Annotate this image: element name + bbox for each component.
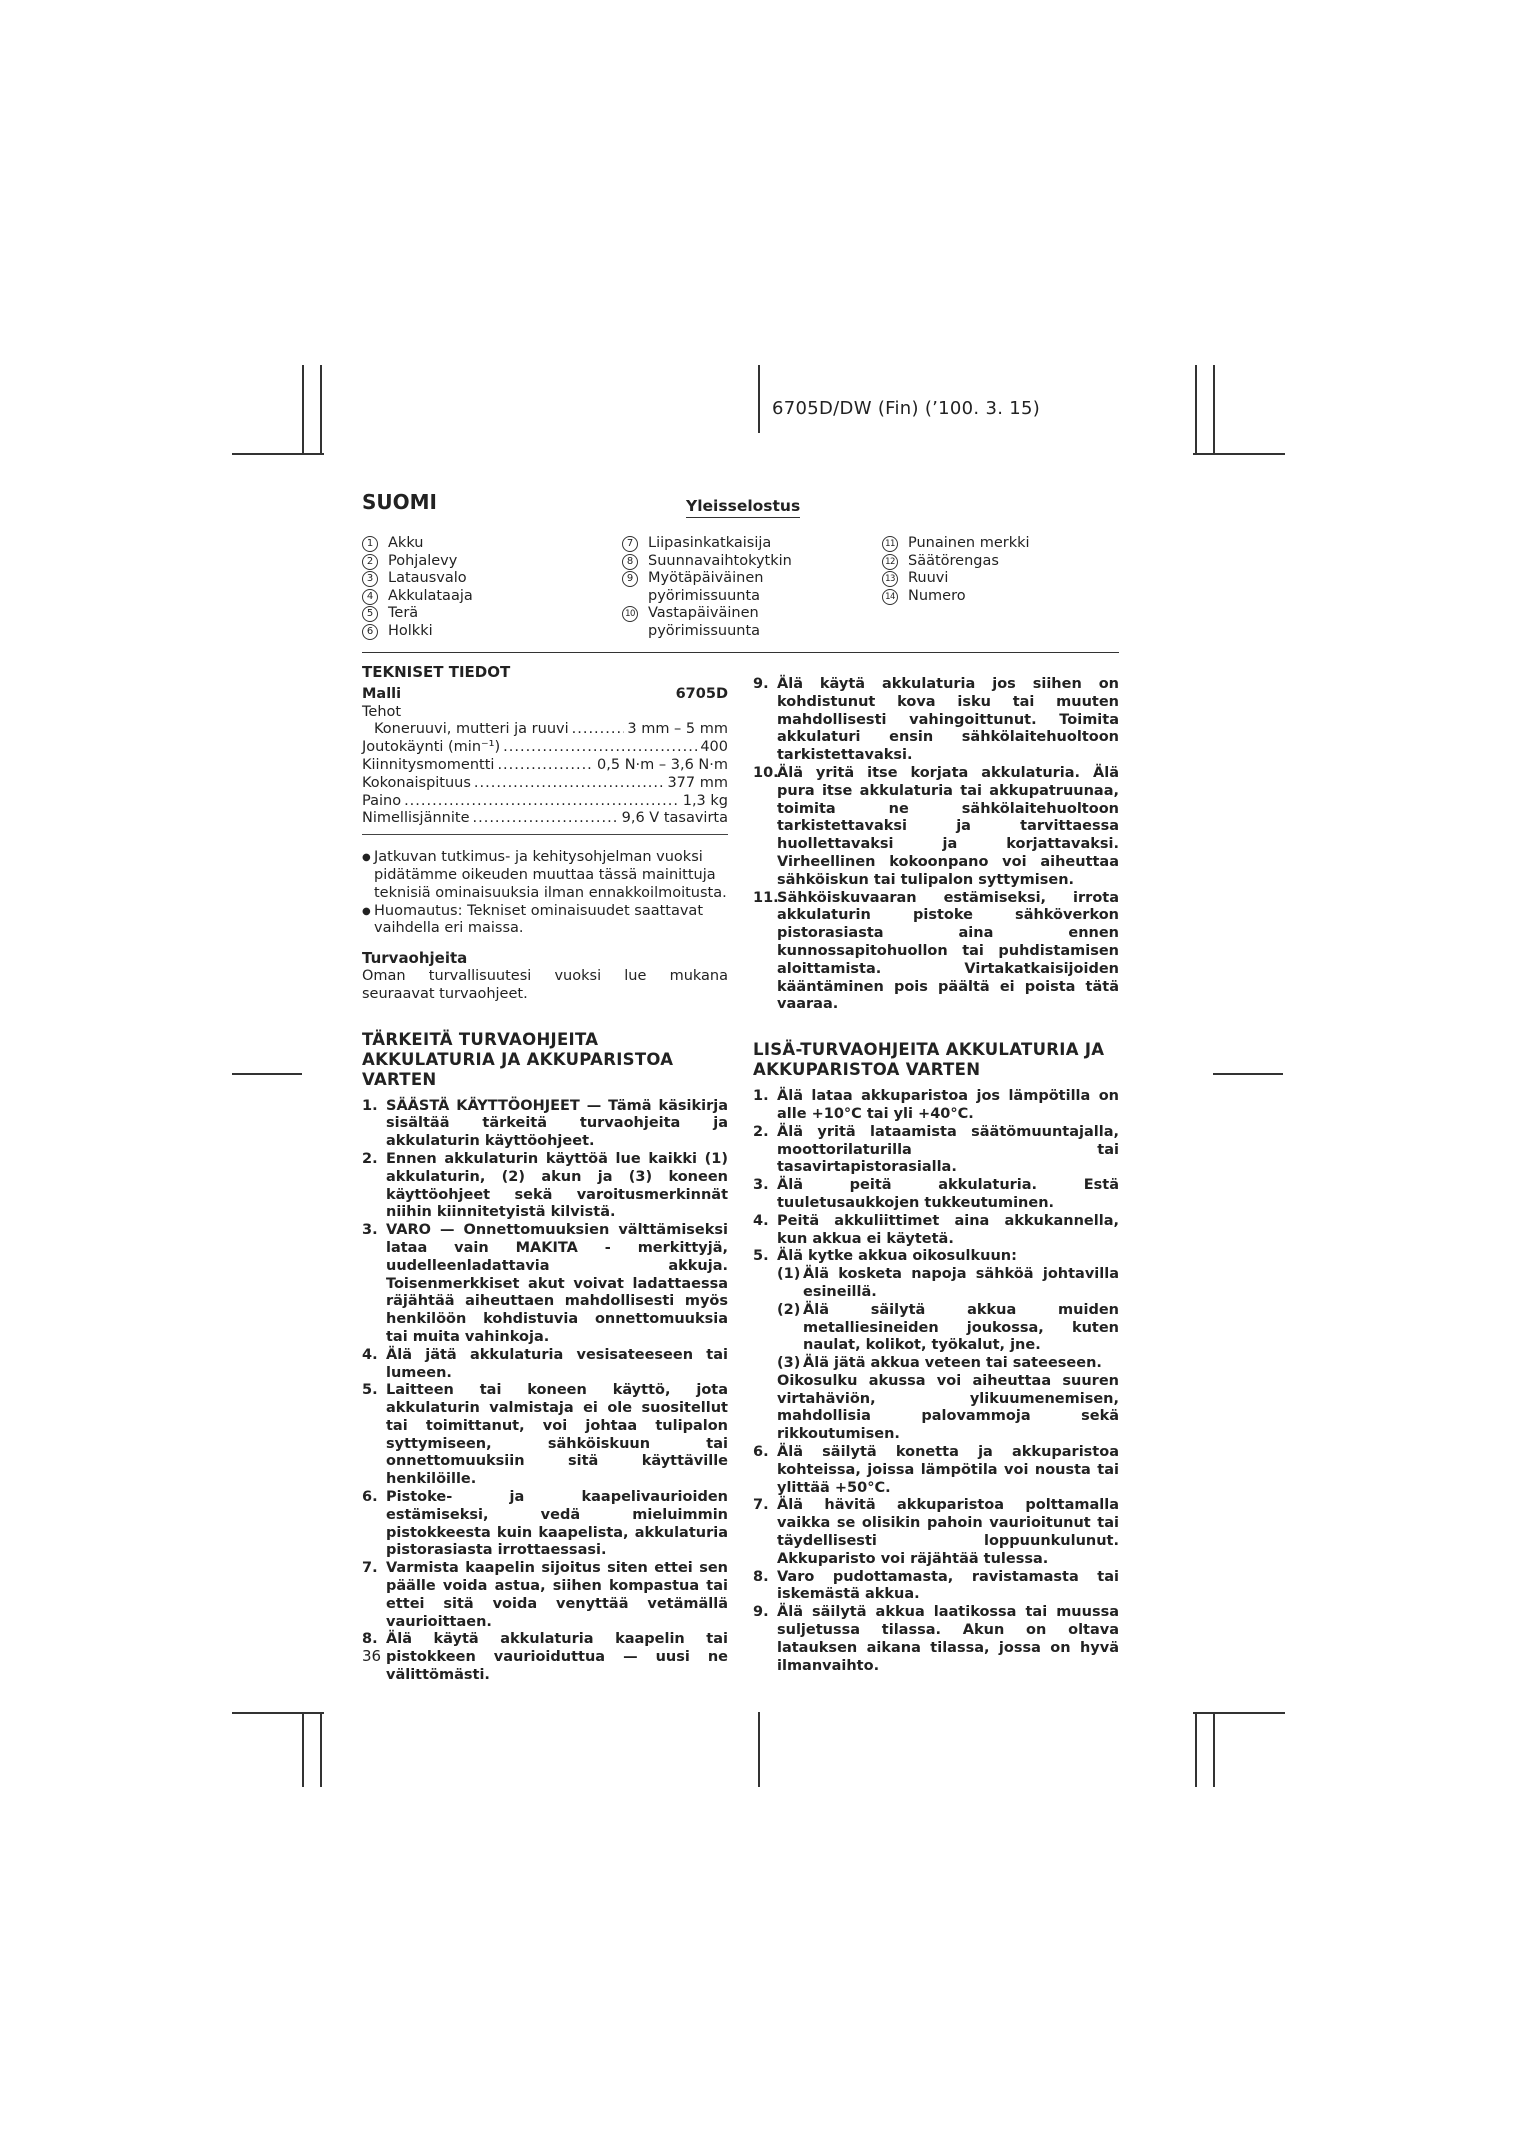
list-item: 6. Pistoke- ja kaapelivaurioiden estämiseksi, vedä mieluimmin pistokkeesta kuin kaapelista, akkulaturia pistorasiasta irrottaessasi. (362, 1489, 728, 1559)
part-item: 5 Terä (362, 605, 612, 623)
list-item: 9. Älä säilytä akkua laatikossa tai muussa suljetussa tilassa. Akun on oltava latauksen aikana tilassa, jossa on hyvä ilmanvaihto. (753, 1604, 1119, 1674)
spec-weight-row: Paino ..... 1,3 kg (362, 793, 728, 811)
spec-torque-row: Kiinnitysmomentti ..... 0,5 N·m – 3,6 N·m (362, 757, 728, 775)
list-item: 4. Peitä akkuliittimet aina akkukannella, kun akkua ei käytetä. (753, 1212, 1119, 1247)
part-item: 11 Punainen merkki (882, 535, 1132, 553)
part-item: 2 Pohjalevy (362, 553, 612, 571)
spec-capacity-row: Koneruuvi, mutteri ja ruuvi ..... 3 mm – 5 mm (362, 721, 728, 739)
list-item: 5. Älä kytke akkua oikosulkuun: (753, 1248, 1017, 1265)
sub-list-item: (3) Älä jätä akkua veteen tai sateeseen. (777, 1355, 1102, 1372)
language-heading: SUOMI (362, 490, 437, 514)
part-item: 3 Latausvalo (362, 570, 612, 588)
note-item: ● Huomautus: Tekniset ominaisuudet saattavat vaihdella eri maissa. (362, 902, 704, 937)
spec-noload-row: Joutokäynti (min⁻¹) ..... 400 (362, 739, 728, 757)
list-item: 6. Älä säilytä konetta ja akkuparistoa kohteissa, joissa lämpötila voi nousta tai ylittää +50°C. (753, 1444, 1119, 1496)
list-item: 11. Sähköiskuvaaran estämiseksi, irrota akkulaturin pistoke sähköverkon pistorasiasta aina ennen kunnossapitohuollon tai puhdistamisen aloittamista. Virtakatkaisijoiden kääntäminen pois päältä ei poista tätä vaaraa. (753, 889, 1119, 1013)
spec-model-row: Malli 6705D (362, 685, 728, 702)
part-item: 12 Säätörengas (882, 553, 1132, 571)
specs-title: TEKNISET TIEDOT (362, 663, 511, 681)
page-number: 36 (362, 1647, 382, 1665)
list-item: 7. Älä hävitä akkuparistoa polttamalla vaikka se olisikin pahoin vaurioitunut tai täydellisesti loppuunkulunut. Akkuparisto voi räjähtää tulessa. (753, 1497, 1119, 1567)
note-item: ● Jatkuvan tutkimus- ja kehitysohjelman vuoksi pidätämme oikeuden muuttaa tässä mainittuja teknisiä ominaisuuksia ilman ennakkoilmoitusta. (362, 849, 727, 901)
notes (362, 849, 728, 938)
left-column (362, 664, 728, 1685)
important-list-continued (753, 676, 1119, 1014)
spec-voltage-row: Nimellisjännite ..... 9,6 V tasavirta (362, 810, 728, 828)
section-divider (362, 652, 1119, 653)
list-item: 3. Älä peitä akkulaturia. Estä tuuletusaukkojen tukkeutuminen. (753, 1177, 1119, 1211)
part-item: 7 Liipasinkatkaisija (622, 535, 757, 553)
list-item: 4. Älä jätä akkulaturia vesisateeseen tai lumeen. (362, 1346, 728, 1381)
list-item: 2. Älä yritä lataamista säätömuuntajalla, moottorilaturilla tai tasavirtapistorasialla. (753, 1123, 1119, 1176)
list-item: 8. Älä käytä akkulaturia kaapelin tai pistokkeen vaurioiduttua — uusi ne välittömästi. (362, 1631, 728, 1684)
important-title: TÄRKEITÄ TURVAOHJEITA AKKULATURIA JA AKKUPARISTOA VARTEN (362, 1029, 674, 1089)
sub-list-item: (2) Älä säilytä akkua muiden metalliesineiden joukossa, kuten naulat, kolikot, työkalut, jne. (777, 1301, 1119, 1354)
parts-list-col2 (622, 535, 792, 641)
list-item: 9. Älä käytä akkulaturia jos siihen on kohdistunut kova isku tai muuten mahdollisesti vahingoittunut. Toimita akkulaturi ensin sähkölaitehuoltoon tarkistettavaksi. (753, 676, 1119, 764)
list-item: 1. Älä lataa akkuparistoa jos lämpötilla on alle +10°C tai yli +40°C. (753, 1088, 1119, 1122)
spec-length-row: Kokonaispituus ..... 377 mm (362, 775, 728, 793)
safety-title: Turvaohjeita (362, 949, 468, 968)
safety-text: Oman turvallisuutesi vuoksi lue mukana seuraavat turvaohjeet. (362, 967, 728, 1002)
part-item: 10 Vastapäiväinen pyörimissuunta (622, 605, 757, 640)
part-item: 1 Akku (362, 535, 612, 553)
part-item: 14 Numero (882, 588, 1132, 606)
overview-title: Yleisselostus (686, 497, 800, 518)
list-item: 3. VARO — Onnettomuuksien välttämiseksi lataa vain MAKITA - merkittyjä, uudelleenladattavia akkuja. Toisenmerkkiset akut voivat ladattaessa räjähtää aiheuttaen mahdollisesti myös henkilöön kohdistuvia onnettomuuksia tai muita vahinkoja. (362, 1222, 728, 1345)
additional-title: LISÄ-TURVAOHJEITA AKKULATURIA JA AKKUPARISTOA VARTEN (753, 1040, 1105, 1080)
spec-rule (362, 834, 728, 835)
list-item: 5. Laitteen tai koneen käyttö, jota akkulaturin valmistaja ei ole suositellut tai toimittanut, voi johtaa tulipalon syttymiseen, sähköiskuun tai onnettomuuksiin sitä käyttäville henkilöille. (362, 1382, 728, 1488)
additional-list (753, 1088, 1119, 1675)
list-item: 7. Varmista kaapelin sijoitus siten ettei sen päälle voida astua, siihen kompastua tai ettei sitä voida venyttää vetämällä vaurioittaen. (362, 1560, 728, 1630)
list-item: 2. Ennen akkulaturin käyttöä lue kaikki (1) akkulaturin, (2) akun ja (3) koneen käyttöohjeet sekä varoitusmerkinnät niihin kiinnitetyistä kilvistä. (362, 1150, 728, 1221)
part-item: 8 Suunnavaihtokytkin (622, 553, 757, 571)
part-item: 13 Ruuvi (882, 570, 1132, 588)
important-list (362, 1098, 728, 1685)
parts-list-col3 (882, 535, 1132, 605)
right-column (753, 676, 1119, 1675)
part-item: 9 Myötäpäiväinen pyörimissuunta (622, 570, 757, 605)
spec-capacities-label: Tehot (362, 703, 402, 720)
sub-list-item: (1) Älä kosketa napoja sähköä johtavilla esineillä. (777, 1266, 1119, 1300)
parts-list-col1 (362, 535, 612, 641)
list-item: 1. SÄÄSTÄ KÄYTTÖOHJEET — Tämä käsikirja sisältää tärkeitä turvaohjeita ja akkulaturin käyttöohjeet. (362, 1097, 728, 1150)
part-item: 6 Holkki (362, 623, 612, 641)
list-item: 8. Varo pudottamasta, ravistamasta tai iskemästä akkua. (753, 1568, 1119, 1603)
short-circuit-note: Oikosulku akussa voi aiheuttaa suuren virtahäviön, ylikuumenemisen, mahdollisia palovammoja sekä rikkoutumisen. (777, 1372, 1119, 1443)
part-item: 4 Akkulataaja (362, 588, 612, 606)
document-code: 6705D/DW (Fin) (’100. 3. 15) (772, 398, 1041, 419)
list-item: 10. Älä yritä itse korjata akkulaturia. Älä pura itse akkulaturia tai akkupatruunaa, toimita ne sähkölaitehuoltoon tarkistettavaksi ja tarvittaessa huollettavaksi ja korjattavaksi. Virheellinen kokoonpano voi aiheuttaa sähköiskun tai tulipalon syttymisen. (753, 764, 1119, 888)
